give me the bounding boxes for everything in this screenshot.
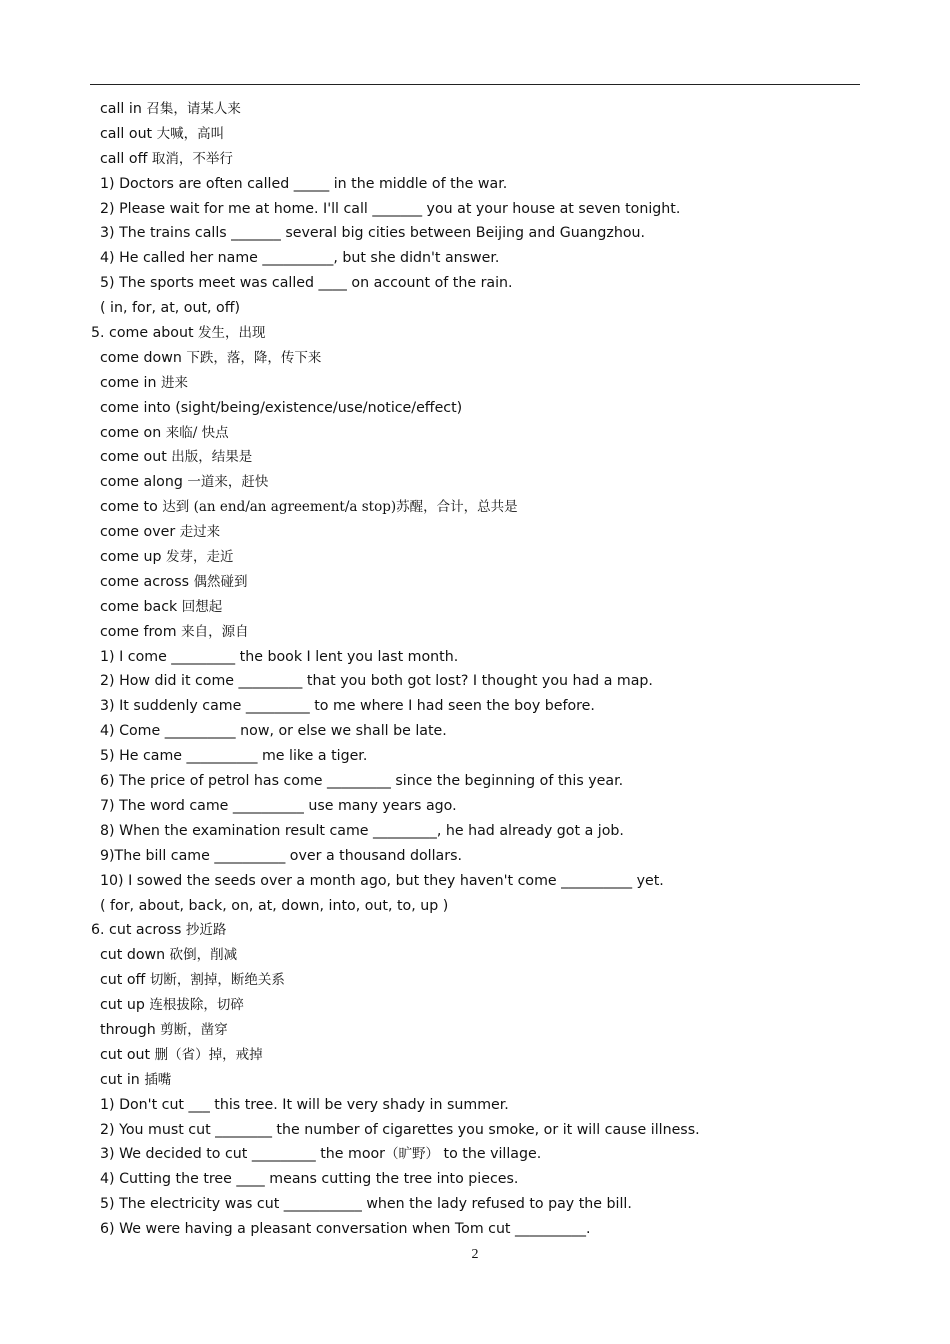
- line-english-text: call out: [100, 125, 157, 142]
- line-english-text: 2) Please wait for me at home. I'll call _______ you at your house at seven tonight.: [100, 200, 681, 217]
- text-line: [0, 396, 950, 421]
- text-line: [0, 819, 950, 844]
- line-english-text: call off: [100, 150, 152, 167]
- section-heading: [0, 918, 950, 943]
- line-english-text: ( in, for, at, out, off): [100, 300, 241, 317]
- text-line: [0, 122, 950, 147]
- line-english-text: come in: [100, 374, 161, 391]
- line-english-tail: to the village.: [439, 1146, 542, 1163]
- line-english-text: come on: [100, 424, 166, 441]
- text-line: [0, 1018, 950, 1043]
- text-line: [0, 520, 950, 545]
- text-line: [0, 1217, 950, 1242]
- line-chinese-gloss: 下跌，落，降，传下来: [186, 349, 322, 366]
- line-english-text: cut off: [100, 972, 150, 989]
- text-line: [0, 769, 950, 794]
- text-line: [0, 595, 950, 620]
- line-english-text: come to: [100, 499, 163, 516]
- line-english-text: come up: [100, 549, 167, 566]
- line-chinese-gloss: 大喊，高叫: [156, 125, 225, 142]
- line-english-text: 7) The word came __________ use many years ago.: [100, 797, 457, 814]
- line-english-text: come back: [100, 598, 182, 615]
- line-chinese-gloss: 删（省）掉，戒掉: [154, 1046, 263, 1063]
- text-line: [0, 296, 950, 321]
- line-english-text: 9)The bill came __________ over a thousand dollars.: [100, 847, 462, 864]
- line-english-text: come over: [100, 524, 180, 541]
- text-line: [0, 246, 950, 271]
- line-chinese-gloss: 来临/ 快点: [165, 424, 229, 441]
- text-line: [0, 694, 950, 719]
- text-line: [0, 869, 950, 894]
- line-english-text: come across: [100, 573, 194, 590]
- line-english-text: cut down: [100, 947, 170, 964]
- line-english-text: cut out: [100, 1046, 155, 1063]
- line-english-text: 2) How did it come _________ that you both got lost? I thought you had a map.: [100, 673, 653, 690]
- line-chinese-gloss: 来自，源自: [181, 623, 249, 640]
- line-chinese-gloss: 插嘴: [144, 1071, 172, 1088]
- text-line: [0, 1167, 950, 1192]
- line-english-text: come into (sight/being/existence/use/notice/effect): [100, 399, 463, 416]
- line-english-text: 8) When the examination result came _________, he had already got a job.: [100, 822, 624, 839]
- text-line: [0, 844, 950, 869]
- text-line: [0, 1093, 950, 1118]
- line-english-text: 1) I come _________ the book I lent you last month.: [100, 648, 459, 665]
- line-chinese-gloss: 进来: [160, 374, 188, 391]
- line-chinese-gloss: 切断，割掉，断绝关系: [149, 972, 285, 989]
- line-english-text: come from: [100, 623, 182, 640]
- document-body: [0, 97, 950, 1242]
- text-line: [0, 221, 950, 246]
- text-line: [0, 968, 950, 993]
- line-english-text: come along: [100, 474, 188, 491]
- text-line: [0, 421, 950, 446]
- text-line: [0, 1192, 950, 1217]
- text-line: [0, 669, 950, 694]
- line-chinese-gloss: 回想起: [181, 598, 223, 615]
- text-line: [0, 197, 950, 222]
- text-line: [0, 1118, 950, 1143]
- text-line: [0, 1142, 950, 1167]
- line-english-text: 5. come about: [91, 325, 199, 342]
- text-line: [0, 744, 950, 769]
- line-chinese-gloss: 发芽，走近: [166, 549, 234, 566]
- line-english-text: 4) Cutting the tree ____ means cutting the tree into pieces.: [100, 1171, 519, 1188]
- line-english-text: 1) Don't cut ___ this tree. It will be very shady in summer.: [100, 1096, 509, 1113]
- text-line: [0, 719, 950, 744]
- line-english-text: cut in: [100, 1071, 145, 1088]
- text-line: [0, 172, 950, 197]
- line-english-text: 3) It suddenly came _________ to me where I had seen the boy before.: [100, 698, 595, 715]
- text-line: [0, 147, 950, 172]
- line-chinese-gloss: 达到 (an end/an agreement/a stop)苏醒，合计，总共是: [162, 499, 518, 516]
- text-line: [0, 645, 950, 670]
- text-line: [0, 371, 950, 396]
- line-english-text: come out: [100, 449, 172, 466]
- line-english-text: 1) Doctors are often called _____ in the middle of the war.: [100, 175, 508, 192]
- line-english-text: cut up: [100, 997, 150, 1014]
- text-line: [0, 445, 950, 470]
- line-english-text: 4) He called her name __________, but she didn't answer.: [100, 250, 500, 267]
- line-english-text: through: [100, 1021, 161, 1038]
- line-english-text: 6. cut across: [91, 922, 186, 939]
- text-line: [0, 545, 950, 570]
- line-english-text: 5) The electricity was cut ___________ when the lady refused to pay the bill.: [100, 1196, 632, 1213]
- text-line: [0, 495, 950, 520]
- line-chinese-gloss: 砍倒，削减: [169, 947, 238, 964]
- header-rule: [90, 84, 860, 85]
- text-line: [0, 794, 950, 819]
- text-line: [0, 943, 950, 968]
- line-english-text: 10) I sowed the seeds over a month ago, but they haven't come __________ yet.: [100, 872, 664, 889]
- line-chinese-gloss: 发生，出现: [198, 325, 266, 342]
- text-line: [0, 271, 950, 296]
- line-chinese-gloss: 走过来: [179, 524, 221, 541]
- line-english-text: 3) The trains calls _______ several big cities between Beijing and Guangzhou.: [100, 225, 646, 242]
- line-english-text: 5) He came __________ me like a tiger.: [100, 748, 368, 765]
- line-english-text: 6) The price of petrol has come _________ since the beginning of this year.: [100, 773, 624, 790]
- text-line: [0, 620, 950, 645]
- line-english-text: ( for, about, back, on, at, down, into, out, to, up ): [100, 897, 449, 914]
- line-chinese-gloss: 剪断，凿穿: [160, 1021, 228, 1038]
- line-chinese-gloss: 出版，结果是: [171, 449, 253, 466]
- line-english-text: 5) The sports meet was called ____ on account of the rain.: [100, 275, 513, 292]
- line-english-text: 2) You must cut ________ the number of cigarettes you smoke, or it will cause illness.: [100, 1121, 700, 1138]
- text-line: [0, 993, 950, 1018]
- line-chinese-gloss: 抄近路: [185, 922, 227, 939]
- text-line: [0, 894, 950, 919]
- line-english-text: 6) We were having a pleasant conversation when Tom cut __________.: [100, 1221, 591, 1238]
- line-english-text: 3) We decided to cut _________ the moor: [100, 1146, 386, 1163]
- text-line: [0, 346, 950, 371]
- line-english-text: call in: [100, 101, 147, 117]
- text-line: [0, 1043, 950, 1068]
- text-line: [0, 1068, 950, 1093]
- section-heading: [0, 321, 950, 346]
- text-line: [0, 470, 950, 495]
- line-chinese-gloss: （旷野）: [385, 1146, 440, 1163]
- line-chinese-gloss: 取消，不举行: [151, 150, 233, 167]
- text-line: [0, 570, 950, 595]
- page-number: 2: [471, 1247, 479, 1262]
- line-english-text: come down: [100, 349, 187, 366]
- text-line: [0, 97, 950, 122]
- line-chinese-gloss: 召集，请某人来: [146, 101, 241, 117]
- line-chinese-gloss: 偶然碰到: [193, 573, 248, 590]
- line-chinese-gloss: 连根拔除，切碎: [149, 997, 244, 1014]
- line-english-text: 4) Come __________ now, or else we shall be late.: [100, 723, 447, 740]
- line-chinese-gloss: 一道来，赶快: [187, 474, 269, 491]
